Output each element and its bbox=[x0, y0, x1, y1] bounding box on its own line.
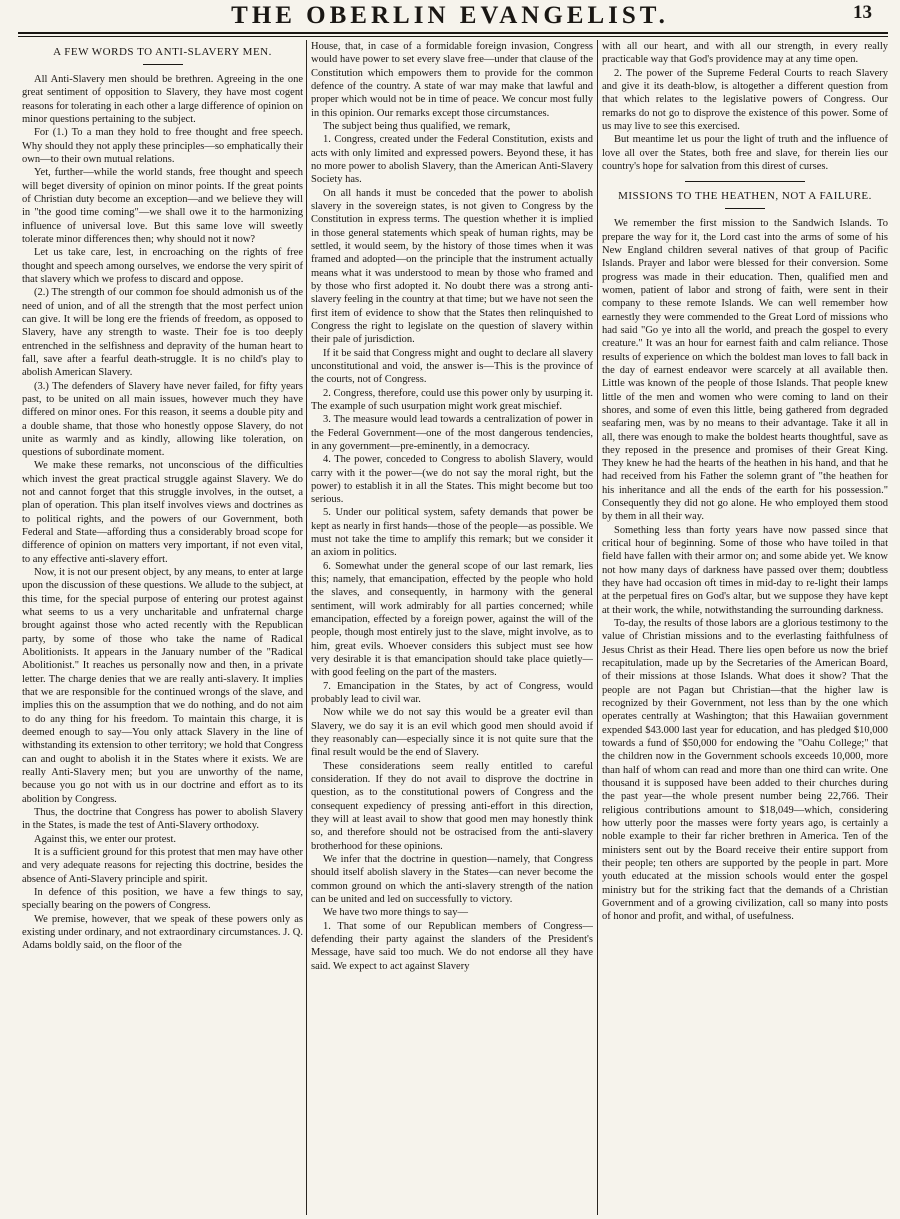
paragraph: These considerations seem really entitled to careful consideration. If they do not avail to disprove the doctrine in question, as to the constitutional powers of Congress and the consequent expediency of pressing anti-effort in this direction, they will at least avail to show that good men may honestly think so, and therefore should not be ostracised from the anti-slavery brotherhood for these opinions. bbox=[311, 760, 593, 852]
column-divider bbox=[306, 40, 307, 1215]
paragraph: It is a sufficient ground for this protest that men may have other and very adequate reasons for rejecting this doctrine, besides the absence of Anti-Slavery principle and spirit. bbox=[22, 847, 303, 885]
article-headline: MISSIONS TO THE HEATHEN, NOT A FAILURE. bbox=[618, 190, 872, 203]
newspaper-title: THE OBERLIN EVANGELIST. bbox=[231, 2, 669, 29]
paragraph: All Anti-Slavery men should be brethren. Agreeing in the one great sentiment of opposition to Slavery, they have most cogent reasons for tolerating in each other a large difference of opinion on minor questions pertaining to the subject. bbox=[22, 73, 303, 125]
column-2 bbox=[311, 40, 593, 1215]
paragraph: 3. The measure would lead towards a centralization of power in the Federal Government—one of the most dangerous tendencies, in any government—pre-eminently, in a democracy. bbox=[311, 414, 593, 452]
paragraph: We remember the first mission to the Sandwich Islands. To prepare the way for it, the Lord cast into the arms of some of his New England children several natives of that group of Pacific Islands. Prayer and labor were blessed for their conversion. Some progress was made in their education. Then, qualified men and women, patient of labor and strong of faith, were sent in their company to these remote Islands. We can well remember how earnestly they were commended to the Great Lord of missions who had said "Go ye into all the world, and preach the gospel to every creature." It was an hour for earnest faith and calm reliance. Those results of experience on which the boldest man loves to fall back in the day of earnest endeavor were scarcely at all available then. Little was known of the people of those Islands. That people knew little of the men and women who were coming to land on their shores, and some of even this little, being gathered from degraded seafaring men, was by no means to their advantage. Take it all in all, there was enough to make the boldest hearts thoughtful, save as they reposed in the presence and promises of their Great King. They knew he had the hearts of the heathen in his hand, and that he had received from his Father the solemn grant of "the heathen for his inheritance and all the ends of the earth for his possession." Consequently they did not go alone. He who employed them stood by them in all their way. bbox=[602, 218, 888, 523]
paragraph: Yet, further—while the world stands, free thought and speech will beget diversity of opinion on minor points. If the great points of Christian duty become an exception—and we believe they will in "the good time coming"—we shall owe it to the harmonizing influence of universal love. But this same love will sweetly tolerate minor differences then; why should not it now? bbox=[22, 167, 303, 245]
column-3 bbox=[602, 40, 888, 1215]
paragraph: Now, it is not our present object, by any means, to enter at large upon the discussion of these questions. We allude to the subject, at this time, for the special purpose of entering our protest against what seems to us a very uncharitable and unfraternal charge brought against those who acted recently with the Republican party, by some of those who take the name of Radical Abolitionists. It appears in the January number of the "Radical Abolitionist." It reaches us personally now and then, in a private letter. The charge denies that we are really anti-slavery. It implies that we are responsible for the continued wrongs of the slave, and implies this on the assumption that we do nothing, and do not aim to do any thing for his freedom. To maintain this charge, it is deemed enough to say—You only attack Slavery in the line of withstanding its extension to other territory; we hold that Congress can and ought to abolish it in the States where it exists. We are really Anti-Slavery men; but you are unworthy of the name, because you go not with us in our doctrine and effort as to its abolition by Congress. bbox=[22, 567, 303, 805]
column-divider bbox=[597, 40, 598, 1215]
paragraph: with all our heart, and with all our strength, in every really practicable way that God's providence may at any time open. bbox=[602, 41, 888, 66]
paragraph: (2.) The strength of our common foe should admonish us of the need of union, and of all the strength that the most perfect union can give. It will be long ere the friends of freedom, as opposed to Slavery, have any strength to waste. Their foe is too deeply entrenched in the selfishness and depravity of the human heart to fall, save after a fearful death-struggle. It is no child's play to abolish American Slavery. bbox=[22, 287, 303, 379]
paragraph: If it be said that Congress might and ought to declare all slavery unconstitutional and void, the answer is—This is the province of the courts, not of Congress. bbox=[311, 347, 593, 386]
headline-rule bbox=[143, 64, 183, 65]
paragraph: On all hands it must be conceded that the power to abolish slavery in the sovereign states, is not given to Congress by the Constitution in express terms. The question whether it is implied in those general statements which speak of human rights, may be settled, it would seem, by the history of those times when it was framed and adopted—on the principle that the instrument actually means what it was understood to mean by those who framed and by those who first adopted it. No doubt there was a strong anti-slavery feeling in the country at that time; but we have not seen the first item of evidence to show that the States then relinquished to Congress the right to legislate on the question of slavery within their pale of jurisdiction. bbox=[311, 187, 593, 346]
paragraph: We have two more things to say— bbox=[323, 907, 468, 919]
paragraph: We make these remarks, not unconscious of the difficulties which invest the great practical struggle against Slavery. We do not and cannot forget that this struggle involves, in the outset, a plan of operation. This plan itself involves views and doctrines as to political rights, and the powers of our Government, both Federal and State—affording thus a considerably broad scope for difference of opinion on matters very important, if not even vital, to any effective anti-slavery effort. bbox=[22, 460, 303, 565]
article-headline: A FEW WORDS TO ANTI-SLAVERY MEN. bbox=[53, 46, 272, 58]
paragraph: 2. Congress, therefore, could use this power only by usurping it. The example of such usurpation might work great mischief. bbox=[311, 387, 593, 412]
article-separator bbox=[685, 181, 805, 182]
paragraph: 2. The power of the Supreme Federal Courts to reach Slavery and give it its death-blow, is altogether a different question from that which relates to the legislative powers of Congress. Our remarks do not go to disprove the existence of this power. Some of us may live to see this exercised. bbox=[602, 67, 888, 132]
paragraph: We premise, however, that we speak of these powers only as existing under ordinary, and not extraordinary circumstances. J. Q. Adams boldly said, on the floor of the bbox=[22, 913, 303, 952]
paragraph: Something less than forty years have now passed since that critical hour of beginning. Some of those who have toiled in that field have fallen with their armor on; and some abide yet. We know not how many days of darkness have passed over them; doubtless they have had occasion oft times in mid-day to re-light their lamps at the perpetual fires on God's altar, but we suppose they have kept at their work, the while, notwithstanding the surrounding darkness. bbox=[602, 524, 888, 616]
headline-rule bbox=[725, 208, 765, 209]
paragraph: In defence of this position, we have a few things to say, specially bearing on the powers of Congress. bbox=[22, 886, 303, 912]
paragraph: House, that, in case of a formidable foreign invasion, Congress would have power to set every slave free—under that clause of the Constitution which empowers them to provide for the common defence of the country. A state of war may make that lawful and proper which would not be in time of peace. We concur most fully in this opinion. Our remarks except those circumstances. bbox=[311, 41, 593, 119]
paragraph: To-day, the results of those labors are a glorious testimony to the value of Christian missions and to the everlasting faithfulness of Jesus Christ as their Head. There lies open before us now the brief recapitulation, made up by the Secretaries of the American Board, of their missions at those Islands. What does it show? That the people are not Pagan but Christian—that the higher law is recognized by their Government, not less than by the one which operates centrally at Washington; that this Hawaiian government expended $43.000 last year for education, and has pledged $10,000 towards a fund of $50,000 for endowing the "Oahu College;" that the children now in the Government schools exceeds 10,000, more than half of whom can read and more than one third can write. One thousand it is supposed have been added to their churches during the past year—the whole present number being 22,766. Their religious contributions amount to $18,049—which, considering how utterly poor the masses were forty years ago, is certainly a noble example to their far richer brethren in America. Ten of the ministers sent out by the Board receive their entire support from their people; ten others are supported by the people in part. More youth educated at the mission schools would enter the gospel ministry but for the striking fact that the demands of a Christian Government and of a growing civilization, call so many into posts of honor and profit, and withal, of usefulness. bbox=[602, 618, 888, 923]
paragraph: Against this, we enter our protest. bbox=[34, 833, 177, 845]
paragraph: (3.) The defenders of Slavery have never failed, for fifty years past, to be united on all main issues, however much they have differed on minor ones. For this reason, it seems a double pity and a double shame, that those who honestly oppose Slavery, do not unite as warmly and as kindly, allowing like toleration, on questions of subordinate moment. bbox=[22, 380, 303, 459]
masthead bbox=[0, 0, 900, 30]
paragraph: The subject being thus qualified, we remark, bbox=[323, 120, 511, 132]
paragraph: 6. Somewhat under the general scope of our last remark, lies this; namely, that emancipation, effected by the people who hold the slaves, and consequently, in harmony with the general sentiment, will work admirably for all parties concerned; while emancipation, effected by a foreign power, against the will of the people, though most entirely just to the slave, might involve, as to him, great evils. Whoever considers this subject must see how very desirable it is that emancipation should take place quietly—with good feeling on the part of the masters. bbox=[311, 560, 593, 679]
page-number: 13 bbox=[853, 2, 872, 23]
paragraph: We infer that the doctrine in question—namely, that Congress should itself abolish slavery in the States—can never become the common ground on which the anti-slavery strength of the nation can be united and led on successfully to victory. bbox=[311, 854, 593, 905]
paragraph: But meantime let us pour the light of truth and the influence of love all over the States, both free and slave, for therein lies our country's hope for salvation from this direst of curses. bbox=[602, 134, 888, 172]
paragraph: 1. That some of our Republican members of Congress—defending their party against the slanders of the President's Message, have said too much. We do not endorse all they have said. We expect to act against Slavery bbox=[311, 920, 593, 972]
paragraph: 1. Congress, created under the Federal Constitution, exists and acts with only limited and expressed powers. Beyond these, it has no more power to abolish Slavery, than the American Anti-Slavery Society has. bbox=[311, 134, 593, 186]
paragraph: 5. Under our political system, safety demands that power be kept as nearly in first hands—those of the people—as possible. We must not take the time to amplify this remark; but we consider it an axiom in politics. bbox=[311, 507, 593, 559]
paragraph: Let us take care, lest, in encroaching on the rights of free thought and speech among ourselves, we endorse the very spirit of that slavery which we profess to discard and oppose. bbox=[22, 247, 303, 285]
article-body bbox=[22, 73, 303, 953]
paragraph: Thus, the doctrine that Congress has power to abolish Slavery in the States, is made the test of Anti-Slavery orthodoxy. bbox=[22, 807, 303, 832]
paragraph: Now while we do not say this would be a greater evil than Slavery, we do say it is an evil which good men should avoid if they reasonably can—especially since it is not quite sure that the final result would be the end of Slavery. bbox=[311, 707, 593, 759]
masthead-rule bbox=[18, 32, 888, 37]
column-1 bbox=[22, 40, 303, 1215]
paragraph: For (1.) To a man they hold to free thought and free speech. Why should they not apply these principles—so emphatically their own—to their own mutual relations. bbox=[22, 127, 303, 165]
paragraph: 7. Emancipation in the States, by act of Congress, would probably lead to civil war. bbox=[311, 680, 593, 706]
paragraph: 4. The power, conceded to Congress to abolish Slavery, would carry with it the power—(we do not say the moral right, but the power) to establish it in all the States. This might become but too serious. bbox=[311, 454, 593, 506]
